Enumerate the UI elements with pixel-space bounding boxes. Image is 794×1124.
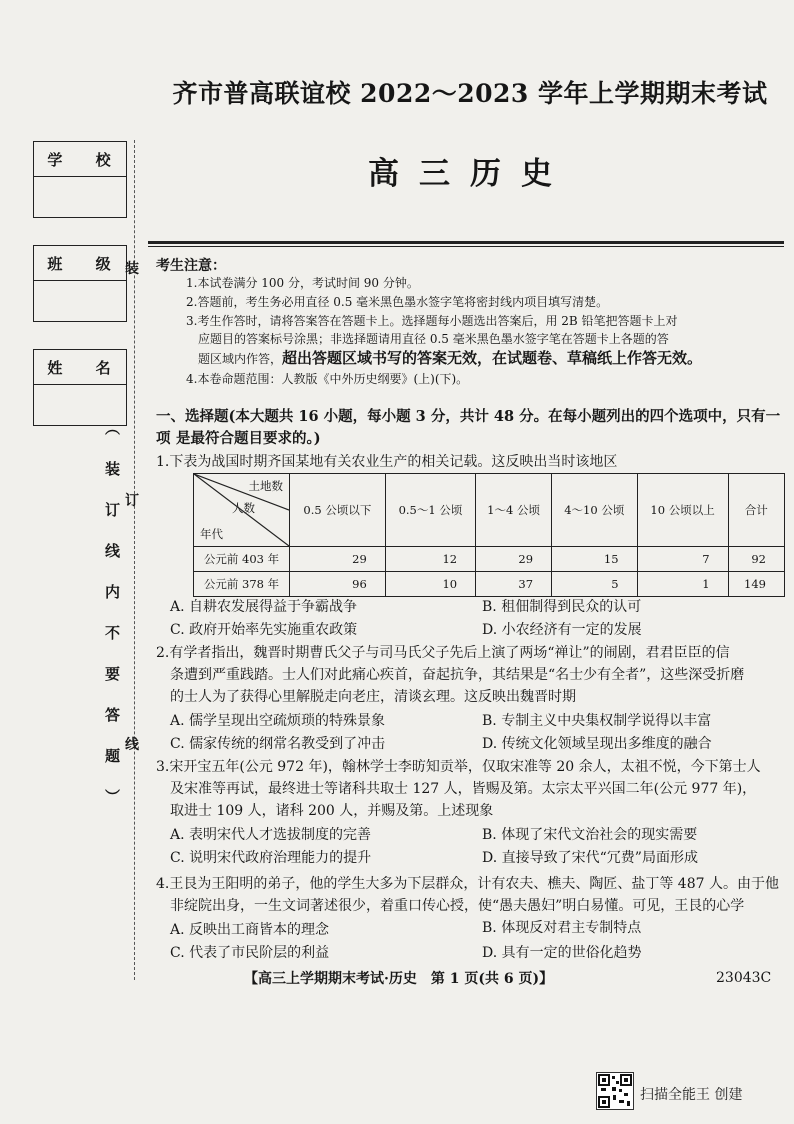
q4-option-a[interactable]: A. 反映出工商皆本的理念 xyxy=(170,922,330,938)
binding-char-xian: 线 xyxy=(125,737,139,753)
exam-title: 齐市普高联谊校 2022～2023 学年上学期期末考试 xyxy=(172,79,768,108)
table-diagonal-header xyxy=(194,474,290,547)
school-field xyxy=(33,141,127,218)
q4-option-c[interactable]: C. 代表了市民阶层的利益 xyxy=(170,945,330,961)
row-label: 公元前 403 年 xyxy=(194,547,290,572)
exam-code: 23043C xyxy=(716,970,772,986)
notice-item-1: 1.本试卷满分 100 分，考试时间 90 分钟。 xyxy=(186,276,419,290)
q1-option-a[interactable]: A. 自耕农发展得益于争霸战争 xyxy=(170,599,358,615)
table-cell: 15 xyxy=(552,547,638,572)
q3-option-c[interactable]: C. 说明宋代政府治理能力的提升 xyxy=(170,850,372,866)
diag-year: 年代 xyxy=(200,527,223,541)
notice-item-3-line2: 应题目的答案标号涂黑；非选择题请用直径 0.5 毫米黑色墨水签字笔在答题卡上各题的答 xyxy=(198,332,669,346)
notice-item-3-plain: 题区域内作答， xyxy=(198,352,283,366)
table-header: 0.5 公顷以下 xyxy=(290,474,386,547)
q2-option-d[interactable]: D. 传统文化领域呈现出多维度的融合 xyxy=(482,736,712,752)
table-cell: 5 xyxy=(552,572,638,597)
table-header: 1～4 公顷 xyxy=(476,474,552,547)
q3-line2: 及宋准等再试，最终进士等诸科共取士 127 人，皆赐及第。太宗太平兴国二年(公元 977 年)， xyxy=(170,781,757,797)
table-header: 4～10 公顷 xyxy=(552,474,638,547)
notice-warning: 超出答题区域书写的答案无效，在试题卷、草稿纸上作答无效。 xyxy=(282,349,703,367)
binding-char-zhuang: 装 xyxy=(125,261,139,277)
page-footer: 【高三上学期期末考试·历史 第 1 页(共 6 页)】 xyxy=(244,971,554,987)
q2-option-b[interactable]: B. 专制主义中央集权制学说得以丰富 xyxy=(482,713,712,729)
table-header: 10 公顷以上 xyxy=(637,474,728,547)
class-label: 班 级 xyxy=(34,246,126,281)
notice-item-3-line3 xyxy=(198,349,794,369)
q2-option-a[interactable]: A. 儒学呈现出空疏烦琐的特殊景象 xyxy=(170,713,386,729)
exam-subject: 高三历史 xyxy=(368,156,572,192)
table-cell: 29 xyxy=(476,547,552,572)
class-field xyxy=(33,245,127,322)
scanner-watermark: 扫描全能王 创建 xyxy=(640,1087,743,1103)
school-blank[interactable] xyxy=(34,177,126,217)
q3-line3: 取进士 109 人，诸科 200 人，并赐及第。上述现象 xyxy=(170,803,494,819)
name-field xyxy=(33,349,127,426)
q1-table xyxy=(193,473,785,597)
table-cell: 92 xyxy=(728,547,784,572)
q2-option-c[interactable]: C. 儒家传统的纲常名教受到了冲击 xyxy=(170,736,386,752)
table-cell: 29 xyxy=(290,547,386,572)
table-cell: 1 xyxy=(637,572,728,597)
notice-item-4: 4.本卷命题范围：人教版《中外历史纲要》(上)(下)。 xyxy=(186,372,469,386)
q1-option-d[interactable]: D. 小农经济有一定的发展 xyxy=(482,622,642,638)
q1-option-b[interactable]: B. 租佃制得到民众的认可 xyxy=(482,599,642,615)
table-cell: 12 xyxy=(385,547,475,572)
section-heading-line2: 是最符合题目要求的。) xyxy=(176,430,321,447)
table-cell: 149 xyxy=(728,572,784,597)
table-header: 0.5～1 公顷 xyxy=(385,474,475,547)
q2-line2: 条遭到严重践踏。士人们对此痛心疾首，奋起抗争，其结果是“名士少有全者”，这些深受折磨 xyxy=(170,667,745,683)
name-blank[interactable] xyxy=(34,385,126,425)
table-header: 合计 xyxy=(728,474,784,547)
q3-option-b[interactable]: B. 体现了宋代文治社会的现实需要 xyxy=(482,827,698,843)
q1-option-c[interactable]: C. 政府开始率先实施重农政策 xyxy=(170,622,358,638)
q2-line3: 的士人为了获得心里解脱走向老庄，清谈玄理。这反映出魏晋时期 xyxy=(170,689,576,705)
q3-option-d[interactable]: D. 直接导致了宋代“冗费”局面形成 xyxy=(482,850,698,866)
binding-char-ding: 订 xyxy=(125,493,139,509)
table-cell: 96 xyxy=(290,572,386,597)
class-blank[interactable] xyxy=(34,281,126,321)
qr-code-graphic xyxy=(597,1073,633,1109)
table-cell: 37 xyxy=(476,572,552,597)
notice-item-2: 2.答题前，考生务必用直径 0.5 毫米黑色墨水签字笔将密封线内项目填写清楚。 xyxy=(186,295,609,309)
q4-option-b[interactable]: B. 体现反对君主专制特点 xyxy=(482,920,642,936)
table-cell: 7 xyxy=(637,547,728,572)
header-rule xyxy=(148,241,784,244)
diag-land: 土地数 xyxy=(248,479,283,493)
table-row xyxy=(194,547,785,572)
binding-warning: （装订线内不要答题） xyxy=(103,420,121,830)
table-row xyxy=(194,572,785,597)
q4-line2: 非绽院出身，一生文词著述很少，着重口传心授，使“愚夫愚妇”明白易懂。可见，王艮的心学 xyxy=(170,898,745,914)
section-heading-line1: 一、选择题(本大题共 16 小题，每小题 3 分，共计 48 分。在每小题列出的四个选项中，只有一项 xyxy=(156,408,781,447)
q3-line1: 3.宋开宝五年(公元 972 年)，翰林学士李昉知贡举，仅取宋准等 20 余人，太祖不悦，今下第士人 xyxy=(156,759,761,775)
school-label: 学 校 xyxy=(34,142,126,177)
notice-item-3-line1: 3.考生作答时，请将答案答在答题卡上。选择题每小题选出答案后，用 2B 铅笔把答题卡上对 xyxy=(186,314,678,328)
table-cell: 10 xyxy=(385,572,475,597)
q3-option-a[interactable]: A. 表明宋代人才选拔制度的完善 xyxy=(170,827,372,843)
diag-people: 人数 xyxy=(232,501,255,515)
row-label: 公元前 378 年 xyxy=(194,572,290,597)
q1-stem: 1.下表为战国时期齐国某地有关农业生产的相关记载。这反映出当时该地区 xyxy=(156,454,618,470)
header-rule-thin xyxy=(148,246,784,247)
notice-heading: 考生注意： xyxy=(156,258,226,274)
qr-code-icon xyxy=(596,1072,634,1110)
q4-option-d[interactable]: D. 具有一定的世俗化趋势 xyxy=(482,945,642,961)
q4-line1: 4.王艮为王阳明的弟子，他的学生大多为下层群众，计有农夫、樵夫、陶匠、盐丁等 487 人。由于他 xyxy=(156,876,779,892)
q2-line1: 2.有学者指出，魏晋时期曹氏父子与司马氏父子先后上演了两场“禅让”的闹剧，君君臣臣的信 xyxy=(156,645,730,661)
name-label: 姓 名 xyxy=(34,350,126,385)
